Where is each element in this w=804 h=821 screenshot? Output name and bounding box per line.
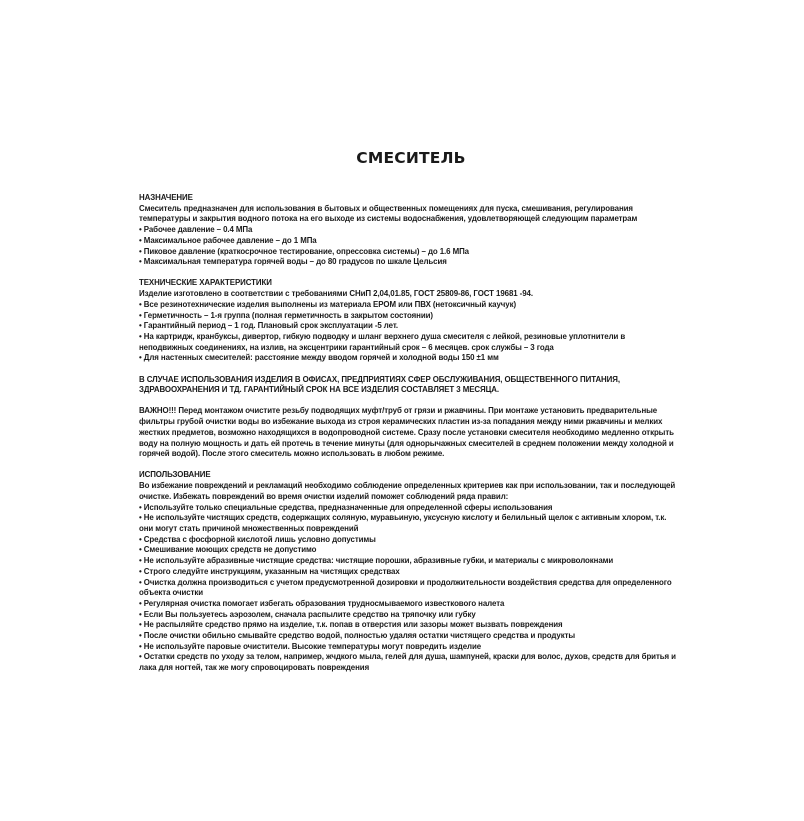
section-heading: ТЕХНИЧЕСКИЕ ХАРАКТЕРИСТИКИ	[139, 278, 272, 288]
list-item: • Если Вы пользуетесь аэрозолем, сначала распылите средство на тряпочку или губку	[139, 610, 681, 621]
list-item: • Не распыляйте средство прямо на изделие, т.к. попав в отверстия или зазоры может вызвать повреждения	[139, 620, 681, 631]
document-page	[139, 148, 681, 684]
list-item: • Все резинотехнические изделия выполнены из материала EPOM или ПВХ (нетоксичный каучук)	[139, 300, 681, 311]
section-important	[139, 406, 681, 460]
list-item: • Используйте только специальные средства, предназначенные для определенной сферы использования	[139, 503, 681, 514]
warranty-notice: В СЛУЧАЕ ИСПОЛЬЗОВАНИЯ ИЗДЕЛИЯ В ОФИСАХ, ПРЕДПРИЯТИЯХ СФЕР ОБСЛУЖИВАНИЯ, ОБЩЕСТВЕННОГО ПИТАНИЯ, ЗДРАВООХРАНЕНИЯ И ТД. ГАРАНТИЙНЫЙ СРОК НА ВСЕ ИЗДЕЛИЯ СОСТАВЛЯЕТ 3 МЕСЯЦА.	[139, 374, 620, 395]
list-item: • Не используйте абразивные чистящие средства: чистящие порошки, абразивные губки, и материалы с микроволокнами	[139, 556, 681, 567]
list-item: • Максимальное рабочее давление – до 1 МПа	[139, 236, 681, 247]
list-item: • Рабочее давление – 0.4 МПа	[139, 225, 681, 236]
section-commercial-use	[139, 375, 681, 396]
list-item: • На картридж, кранбуксы, дивертор, гибкую подводку и шланг верхнего душа смесителя с лейкой, резиновые уплотнители в неподвижных соединениях, на излив, на эксцентрики гарантийный срок – 6 месяцев. срок службы – 3 года	[139, 332, 681, 353]
document-title: СМЕСИТЕЛЬ	[356, 149, 466, 167]
section-heading: ИСПОЛЬЗОВАНИЕ	[139, 470, 211, 480]
list-item: • Максимальная температура горячей воды – до 80 градусов по шкале Цельсия	[139, 257, 681, 268]
list-item: • Не используйте паровые очистители. Высокие температуры могут повредить изделие	[139, 642, 681, 653]
list-item: • Для настенных смесителей: расстояние между вводом горячей и холодной воды 150 ±1 мм	[139, 353, 681, 364]
list-item: • Смешивание моющих средств не допустимо	[139, 545, 681, 556]
section-intro: Изделие изготовлено в соответствии с требованиями СНиП 2,04,01.85, ГОСТ 25809-86, ГОСТ 19681 -94.	[139, 289, 533, 299]
section-usage	[139, 470, 681, 673]
list-item: • Не используйте чистящих средств, содержащих соляную, муравьиную, уксусную кислоту и белильный щелок с активным хлором, т.к. они могут стать причиной множественных повреждений	[139, 513, 681, 534]
important-notice: ВАЖНО!!! Перед монтажом очистите резьбу подводящих муфт/труб от грязи и ржавчины. При монтаже установить предварительные фильтры грубой очистки воды во избежание выхода из строя керамических пластин из-за попадания между ними ржавчины и мелких жестких предметов, возможно находящихся в водопроводной системе. Сразу после установки смесителя необходимо медленно открыть воду на полную мощность и дать ей протечь в течение минуты (для однорычажных смесителей в среднем положении между холодной и горячей водой). После этого смеситель можно использовать в любом режиме.	[139, 406, 674, 459]
section-intro: Смеситель предназначен для использования в бытовых и общественных помещениях для пуска, смешивания, регулирования температуры и закрытия водного потока на его выходе из системы водоснабжения, удовлетворяющей следующим параметрам	[139, 203, 638, 224]
list-item: • Строго следуйте инструкциям, указанным на чистящих средствах	[139, 567, 681, 578]
section-purpose	[139, 193, 681, 268]
list-item: • Гарантийный период – 1 год. Плановый срок эксплуатации -5 лет.	[139, 321, 681, 332]
list-item: • После очистки обильно смывайте средство водой, полностью удаляя остатки чистящего средства и продукты	[139, 631, 681, 642]
section-heading: НАЗНАЧЕНИЕ	[139, 193, 193, 202]
list-item: • Регулярная очистка помогает избегать образования трудносмываемого известкового налета	[139, 599, 681, 610]
list-item: • Пиковое давление (краткосрочное тестирование, опрессовка системы) – до 1.6 МПа	[139, 247, 681, 258]
section-specs	[139, 278, 681, 364]
list-item: • Остатки средств по уходу за телом, например, жчдкого мыла, гелей для душа, шампуней, краски для волос, духов, средств для бритья и лака для ногтей, так же могу спровоцировать повреждения	[139, 652, 681, 673]
list-item: • Средства с фосфорной кислотой лишь условно допустимы	[139, 535, 681, 546]
section-intro: Во избежание повреждений и рекламаций необходимо соблюдение определенных критериев как при использовании, так и последующей очистке. Избежать повреждений во время очистки изделий поможет соблюдений ряда правил:	[139, 481, 676, 501]
list-item: • Герметичность – 1-я группа (полная герметичность в закрытом состоянии)	[139, 311, 681, 322]
list-item: • Очистка должна производиться с учетом предусмотренной дозировки и продолжительности воздействия средства для определенного объекта очистки	[139, 578, 681, 599]
